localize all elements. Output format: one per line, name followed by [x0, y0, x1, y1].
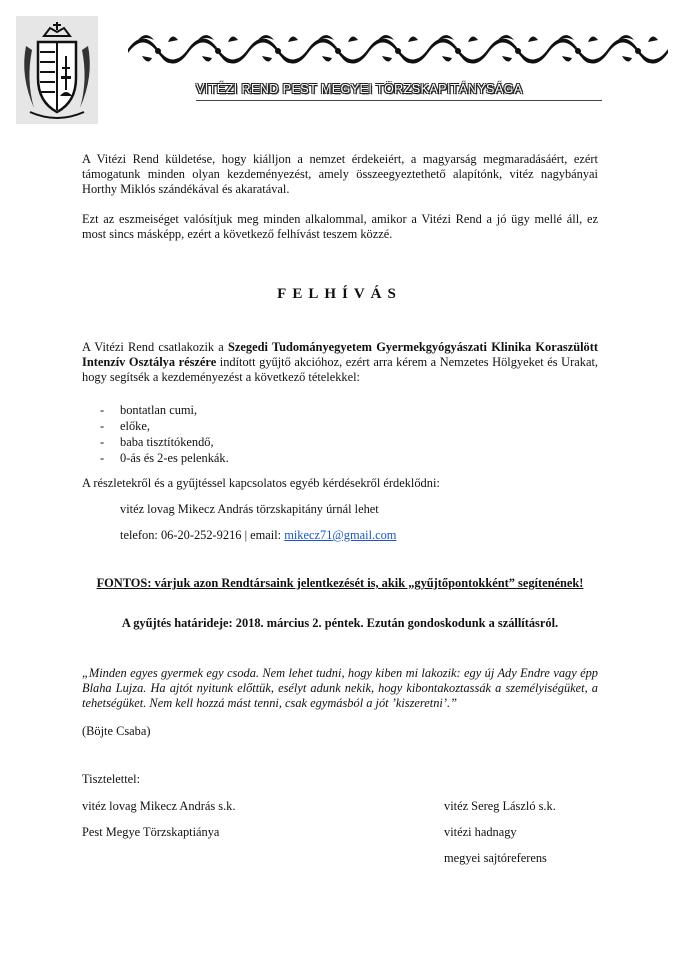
important-text: FONTOS: várjuk azon Rendtársaink jelentkezését is, akik „gyűjtőpontokként” segítenének!	[96, 576, 584, 590]
contact-phone: telefon: 06-20-252-9216 | email:	[120, 528, 285, 542]
list-item	[100, 450, 229, 466]
call-text-start: A Vitézi Rend csatlakozik a	[82, 340, 229, 354]
call-paragraph	[82, 340, 598, 385]
items-list	[100, 402, 229, 466]
page-title: FELHÍVÁS	[277, 286, 402, 302]
coat-of-arms-icon	[16, 16, 98, 124]
signer-right-role: vitézi hadnagy	[444, 825, 517, 839]
list-item	[100, 418, 229, 434]
closing-text: Tisztelettel:	[82, 772, 141, 786]
header-rule	[196, 100, 602, 101]
list-item	[100, 402, 229, 418]
email-link[interactable]: mikecz71@gmail.com	[284, 528, 397, 542]
list-item	[100, 434, 229, 450]
call-text-bold: Szegedi Tudományegyetem Gyermekgyógyászati Klinika Koraszülött Intenzív Osztálya részére	[82, 340, 598, 369]
list-item-text: baba tisztítókendő,	[120, 435, 214, 449]
signer-left-name: vitéz lovag Mikecz András s.k.	[82, 799, 236, 813]
list-dash: -	[100, 451, 105, 465]
contact-line	[120, 528, 396, 543]
quote-text: „Minden egyes gyermek egy csoda. Nem lehet tudni, hogy kiben mi lakozik: egy új Ady Endre vagy épp Blaha Lujza. Ha ajtót nyitunk előttük, esélyt adunk nekik, hogy kibontakoztassák a személyiségüket, a tehetségüket. Nem kell hozzá mást tenni, csak egymásból a jót ’kiszeretni’.”	[82, 666, 598, 710]
list-item-text: 0-ás és 2-es pelenkák.	[120, 451, 229, 465]
list-item-text: bontatlan cumi,	[120, 403, 198, 417]
signer-left-role: Pest Megye Törzskaptiánya	[82, 825, 220, 839]
list-dash: -	[100, 435, 105, 449]
contact-person: vitéz lovag Mikecz András törzskapitány úrnál lehet	[120, 502, 379, 516]
list-item-text: előke,	[120, 419, 150, 433]
signer-right-role-2: megyei sajtóreferens	[444, 851, 547, 865]
list-dash: -	[100, 403, 105, 417]
intro-paragraph-1: A Vitézi Rend küldetése, hogy kiálljon a nemzet érdekeiért, a magyarság megmaradásáért, ezért támogatunk minden olyan kezdeményezést, amely összeegyeztethető alapítónk, vitéz nagybányai Horthy Miklós szándékával és akaratával.	[82, 152, 598, 196]
inquiry-text: A részletekről és a gyűjtéssel kapcsolatos egyéb kérdésekről érdeklődni:	[82, 476, 440, 490]
org-title: VITÉZI REND PEST MEGYEI TÖRZSKAPITÁNYSÁGA	[196, 82, 523, 96]
intro-paragraph-2: Ezt az eszmeiséget valósítjuk meg minden alkalommal, amikor a Vitézi Rend a jó ügy mellé áll, ez most sincs másképp, ezért a következő felhívást teszem közzé.	[82, 212, 598, 241]
signer-right-name: vitéz Sereg László s.k.	[444, 799, 556, 813]
deadline-text: A gyűjtés határideje: 2018. március 2. péntek. Ezután gondoskodunk a szállításról.	[121, 616, 559, 630]
important-notice	[82, 576, 598, 591]
quote-author: (Böjte Csaba)	[82, 724, 151, 738]
list-dash: -	[100, 419, 105, 433]
folk-ornament-icon	[128, 26, 668, 72]
call-text-end: indított gyűjtő akcióhoz, ezért arra kérem a Nemzetes Hölgyeket és Urakat, hogy segítsék a kezdeményezést a következő tételekkel:	[82, 355, 598, 384]
